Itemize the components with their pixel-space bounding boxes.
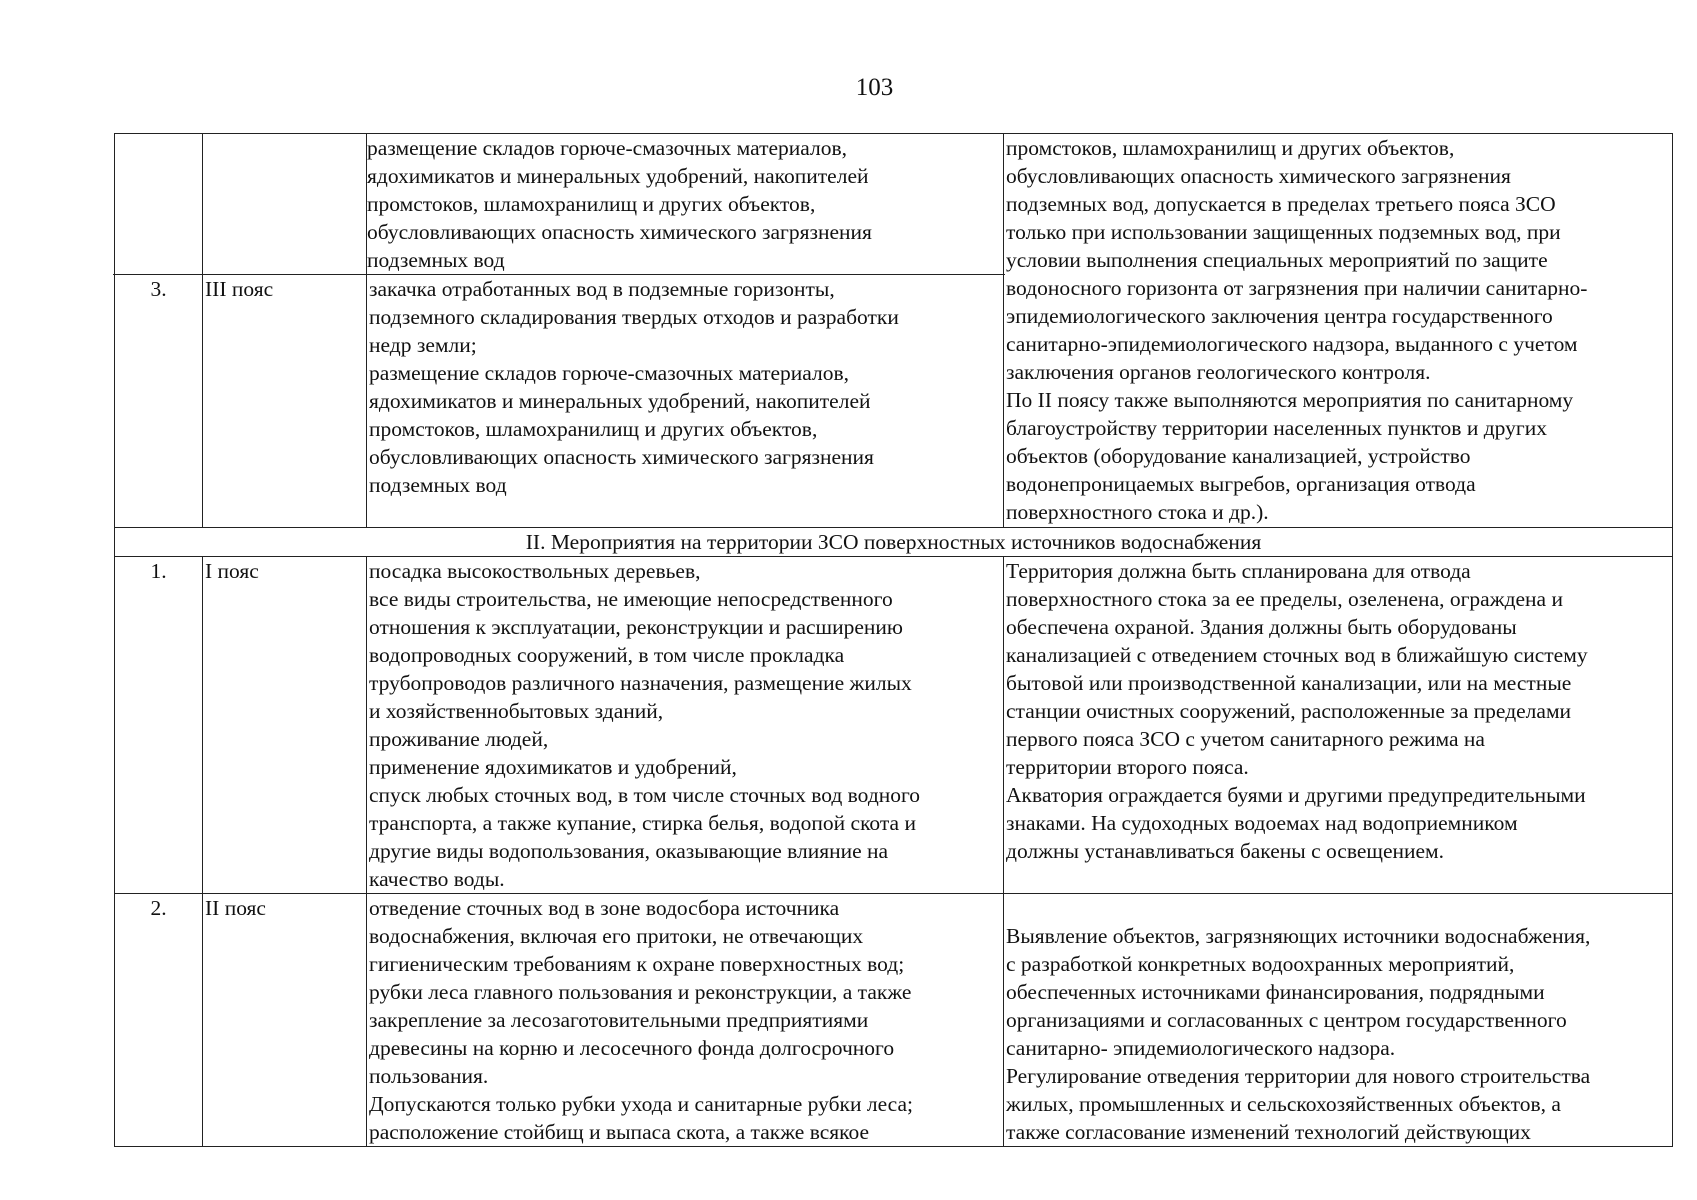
row-number: 3. <box>150 277 167 301</box>
notes-text: Территория должна быть спланирована для отвода поверхностного стока за ее пределы, озеленена, ограждена и обеспечена охраной. Здания должны быть оборудованы канализацией с отведением сточных вод в ближайшую систему бытовой или производственной канализации, или на местные станции очистных сооружений, расположенные за пределами первого пояса ЗСО с учетом санитарного режима на территории второго пояса. Акватория ограждается буями и другими предупредительными знаками. На судоходных водоемах над водоприемником должны устанавливаться бакены с освещением. <box>1004 557 1673 894</box>
table-row <box>115 557 1673 894</box>
measures-text: посадка высокоствольных деревьев, все виды строительства, не имеющие непосредственного отношения к эксплуатации, реконструкции и расширению водопроводных сооружений, в том числе прокладка трубопроводов различного назначения, размещение жилых и хозяйственнобытовых зданий, проживание людей, применение ядохимикатов и удобрений, спуск любых сточных вод, в том числе сточных вод водного транспорта, а также купание, стирка белья, водопой скота и другие виды водопользования, оказывающие влияние на качество воды. <box>367 557 1004 894</box>
table-row-continuation <box>115 134 1673 528</box>
table-row <box>115 894 1673 1147</box>
belt-label: I пояс <box>203 557 367 894</box>
page-number: 103 <box>855 74 894 101</box>
notes-text-top: промстоков, шламохранилищ и других объектов, обусловливающих опасность химического загрязнения подземных вод, допускается в пределах третьего пояса ЗСО только при использовании защищенных подземных вод, при условии выполнения специальных мероприятий по защите водоносного горизонта от загрязнения при наличии санитарно- эпидемиологического заключения центра государственного санитарно-эпидемиологического надзора, выданного с учетом заключения органов геологического контроля. По II поясу также выполняются мероприятия по санитарному благоустройству территории населенных пунктов и других объектов (оборудование канализацией, устройство водонепроницаемых выгребов, организация отвода поверхностного стока и др.). <box>1004 134 1673 528</box>
belt-label: III пояс <box>205 277 274 301</box>
belt-cell <box>203 134 367 528</box>
measures-cell <box>367 134 1004 528</box>
notes-cell <box>1004 894 1673 1147</box>
section-heading: II. Мероприятия на территории ЗСО поверхностных источников водоснабжения <box>115 528 1673 557</box>
measures-text-continued: размещение складов горюче-смазочных материалов, ядохимикатов и минеральных удобрений, накопителей промстоков, шламохранилищ и других объектов, обусловливающих опасность химического загрязнения подземных вод <box>365 134 1005 275</box>
row-number: 1. <box>115 557 203 894</box>
notes-spacer <box>1006 894 1670 922</box>
measures-text: отведение сточных вод в зоне водосбора источника водоснабжения, включая его притоки, не отвечающих гигиеническим требованиям к охране поверхностных вод; рубки леса главного пользования и реконструкции, а также закрепление за лесозаготовительными предприятиями древесины на корню и лесосечного фонда долгосрочного пользования. Допускаются только рубки ухода и санитарные рубки леса; расположение стойбищ и выпаса скота, а также всякое <box>367 894 1004 1147</box>
num-cell <box>115 134 203 528</box>
notes-text: Выявление объектов, загрязняющих источники водоснабжения, с разработкой конкретных водоохранных мероприятий, обеспеченных источниками финансирования, подрядными организациями и согласованных с центром государственного санитарно- эпидемиологического надзора. Регулирование отведения территории для нового строительства жилых, промышленных и сельскохозяйственных объектов, а также согласование изменений технологий действующих <box>1006 924 1591 1144</box>
measures-text-row3: закачка отработанных вод в подземные горизонты, подземного складирования твердых отходов и разработки недр земли; размещение складов горюче-смазочных материалов, ядохимикатов и минеральных удобрений, накопителей промстоков, шламохранилищ и других объектов, обусловливающих опасность химического загрязнения подземных вод <box>369 277 899 497</box>
section-heading-row <box>115 528 1673 557</box>
measures-table <box>114 133 1673 1147</box>
belt-label: II пояс <box>203 894 367 1147</box>
row-number: 2. <box>115 894 203 1147</box>
